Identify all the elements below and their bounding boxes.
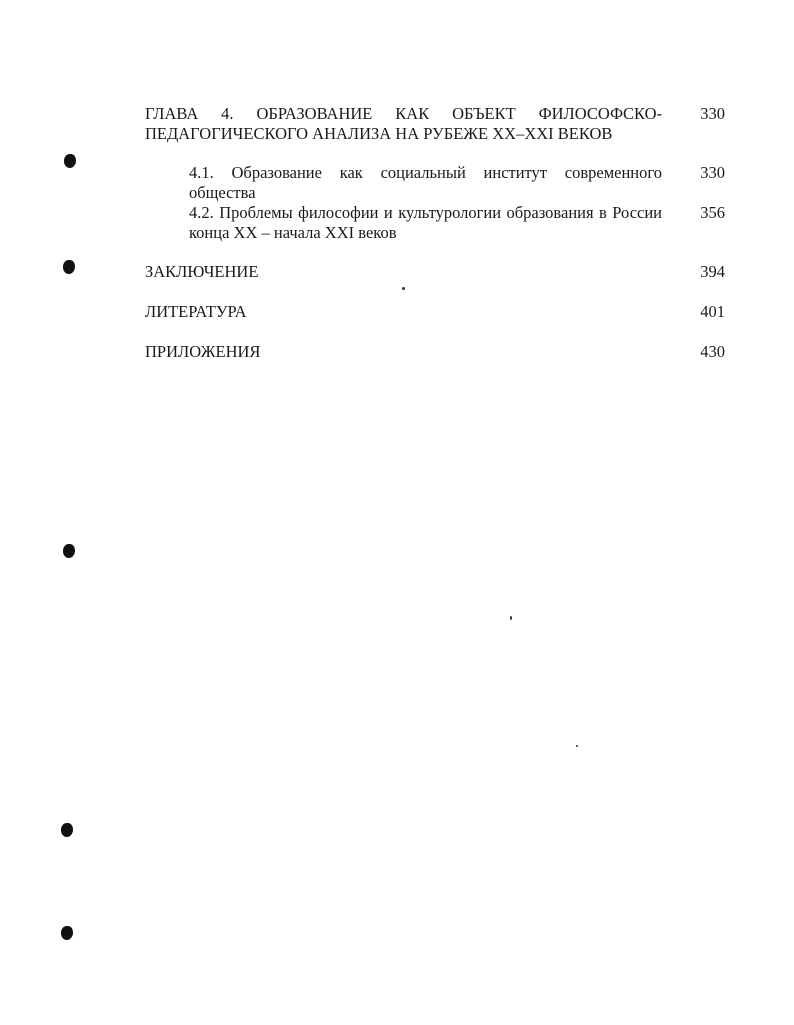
toc-entry-literature[interactable] <box>145 302 725 322</box>
punch-hole <box>63 544 75 558</box>
scan-speck <box>510 616 512 620</box>
toc-entry-section-4-2[interactable] <box>189 203 725 243</box>
toc-entry-page: 430 <box>700 342 725 361</box>
punch-hole <box>63 260 75 274</box>
punch-hole <box>64 154 76 168</box>
toc-entry-title: 4.2. Проблемы философии и культурологии образования в России конца XX – начала XXI веков <box>189 203 662 242</box>
toc-entry-title: ЛИТЕРАТУРА <box>145 302 247 321</box>
punch-hole <box>61 823 73 837</box>
toc-entry-page: 401 <box>700 302 725 321</box>
toc-entry-chapter-4[interactable] <box>145 104 725 144</box>
toc-entry-title: ГЛАВА 4. ОБРАЗОВАНИЕ КАК ОБЪЕКТ ФИЛОСОФСКО-ПЕДАГОГИЧЕСКОГО АНАЛИЗА НА РУБЕЖЕ XX–XXI ВЕКОВ <box>145 104 662 143</box>
punch-hole <box>61 926 73 940</box>
scan-speck <box>576 745 578 747</box>
scan-speck <box>402 287 405 290</box>
toc-entry-conclusion[interactable] <box>145 262 725 282</box>
toc-entry-appendices[interactable] <box>145 342 725 362</box>
toc-entry-page: 394 <box>700 262 725 281</box>
toc-entry-page: 356 <box>700 203 725 222</box>
toc-entry-title: 4.1. Образование как социальный институт современного общества <box>189 163 662 202</box>
toc-entry-page: 330 <box>700 163 725 182</box>
toc-entry-title: ЗАКЛЮЧЕНИЕ <box>145 262 259 281</box>
toc-entry-page: 330 <box>700 104 725 123</box>
toc-entry-section-4-1[interactable] <box>189 163 725 203</box>
toc-entry-title: ПРИЛОЖЕНИЯ <box>145 342 261 361</box>
